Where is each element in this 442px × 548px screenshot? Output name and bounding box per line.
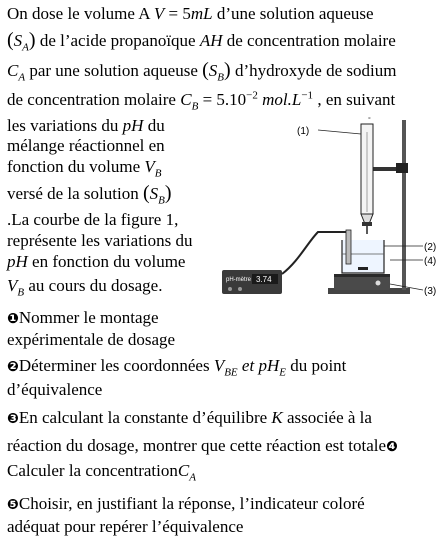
label-3: (3)	[424, 286, 437, 297]
text-line-2: $(S_A)$ de l’acide propanoïque AH de concentration molaire	[7, 29, 396, 54]
electrode-cable	[282, 232, 348, 274]
question-2-number: ❷	[7, 359, 19, 375]
text-line-10: représente les variations du	[7, 231, 193, 250]
text-line-3: $C_A$ par une solution aqueuse $(S_B)$ d’hydroxyde de sodium	[7, 59, 397, 84]
label-1: (1)	[297, 126, 310, 137]
stand-rod	[402, 120, 406, 290]
question-5-number: ❺	[7, 497, 19, 513]
label-2: (2)	[424, 242, 437, 253]
question-3-number: ❸	[7, 411, 19, 427]
question-3: ❸En calculant la constante d’équilibre K associée à la	[7, 408, 372, 427]
text-line-8: versé de la solution $(S_B)$	[7, 182, 172, 207]
text-line-19: Calculer la concentrationC$_A$	[7, 461, 196, 484]
text-line-12: $V_B$ au cours du dosage.	[7, 276, 163, 299]
ph-meter-value: 3.74	[256, 275, 272, 284]
ph-meter-label: pH-mètre	[226, 277, 252, 283]
text-line-18: réaction du dosage, montrer que cette réaction est totale❹	[7, 436, 398, 455]
text-line-4: de concentration molaire $C_B = 5.10^{-2}$ $mol.L^{-1}$ , en suivant	[7, 89, 396, 113]
text-line-16: d’équivalence	[7, 380, 103, 399]
text-line-14: expérimentale de dosage	[7, 330, 176, 349]
text-line-7: fonction du volume $V_B$	[7, 157, 162, 180]
text-line-6: mélange réactionnel en	[7, 136, 165, 155]
titration-setup-figure	[218, 112, 440, 310]
question-1-number: ❶	[7, 311, 19, 327]
question-1: ❶Nommer le montage	[7, 308, 159, 327]
text-line-5: les variations du pH du	[7, 116, 165, 135]
text-line-1: On dose le volume A V = 5mL d’une solution aqueuse	[7, 4, 374, 23]
svg-text:°: °	[368, 117, 371, 124]
text-line-21: adéquat pour repérer l’équivalence	[7, 517, 244, 536]
question-5: ❺Choisir, en justifiant la réponse, l’indicateur coloré	[7, 494, 365, 513]
ph-electrode	[346, 230, 351, 264]
text-line-9: .La courbe de la figure 1,	[7, 210, 179, 229]
text-line-11: pH en fonction du volume	[7, 252, 186, 271]
question-2: ❷Déterminer les coordonnées $V_{BE}$ et $pH_E$ du point	[7, 356, 347, 379]
label-4: (4)	[424, 256, 437, 267]
question-4-number: ❹	[386, 439, 398, 455]
